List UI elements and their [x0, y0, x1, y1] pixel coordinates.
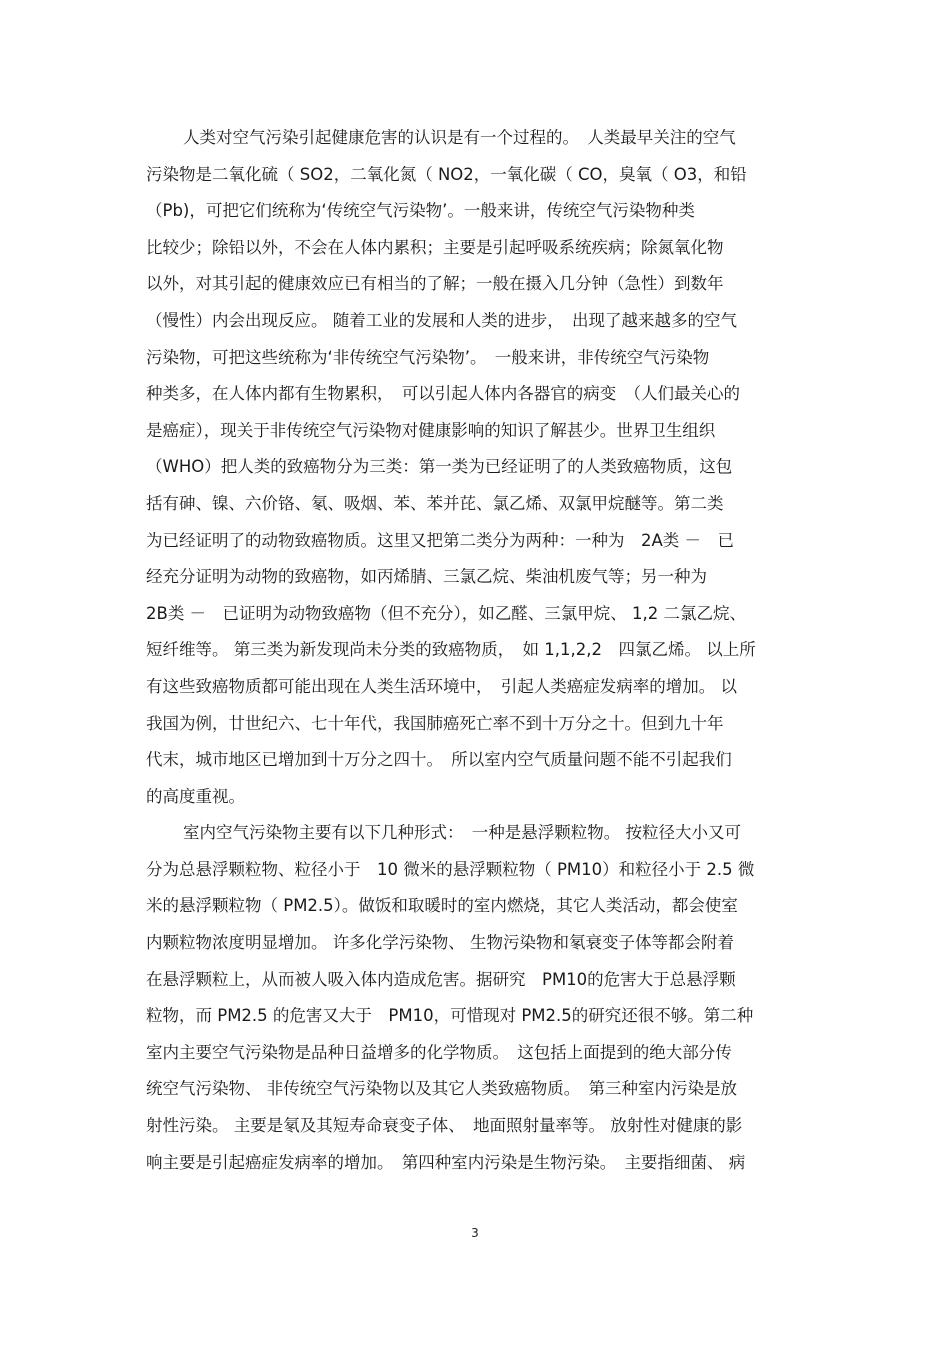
text-line: 我国为例，廿世纪六、七十年代，我国肺癌死亡率不到十万分之十。但到九十年 [146, 713, 724, 733]
text-line: （WHO）把人类的致癌物分为三类：第一类为已经证明了的人类致癌物质，这包 [146, 457, 733, 477]
text-line: （慢性）内会出现反应。 随着工业的发展和人类的进步， 出现了越来越多的空气 [146, 310, 737, 330]
text-line: 污染物，可把这些统称为‘非传统空气污染物’。 一般来讲，非传统空气污染物 [146, 347, 710, 367]
text-line: 响主要是引起癌症发病率的增加。 第四种室内污染是生物污染。 主要指细菌、 病 [146, 1152, 746, 1172]
text-line: 经充分证明为动物的致癌物，如丙烯腈、三氯乙烷、柴油机废气等；另一种为 [146, 567, 707, 587]
text-line: 短纤维等。 第三类为新发现尚未分类的致癌物质， 如 1,1,2,2 四氯乙烯。 以上所 [146, 640, 756, 660]
text-line: 是癌症），现关于非传统空气污染物对健康影响的知识了解甚少。世界卫生组织 [146, 420, 716, 440]
text-line: 射性污染。 主要是氡及其短寿命衰变子体、 地面照射量率等。 放射性对健康的影 [146, 1116, 743, 1136]
text-line: 统空气污染物、 非传统空气污染物以及其它人类致癌物质。 第三种室内污染是放 [146, 1079, 737, 1099]
paragraph-2 [146, 815, 816, 1181]
text-line: 的高度重视。 [146, 786, 245, 806]
text-line: 人类对空气污染引起健康危害的认识是有一个过程的。 人类最早关注的空气 [183, 128, 736, 147]
text-line: 代末，城市地区已增加到十万分之四十。 所以室内空气质量问题不能不引起我们 [146, 750, 732, 770]
text-line: 有这些致癌物质都可能出现在人类生活环境中， 引起人类癌症发病率的增加。 以 [146, 676, 737, 696]
paragraph-1 [146, 120, 816, 815]
text-line: （Pb)，可把它们统称为‘传统空气污染物’。一般来讲，传统空气污染物种类 [146, 201, 695, 221]
text-line: 粒物，而 PM2.5 的危害又大于 PM10，可惜现对 PM2.5的研究还很不够。第二种 [146, 1006, 754, 1026]
body-text [146, 120, 816, 1181]
text-line: 在悬浮颗粒上，从而被人吸入体内造成危害。据研究 PM10的危害大于总悬浮颗 [146, 969, 736, 989]
text-line: 米的悬浮颗粒物（ PM2.5）。做饭和取暖时的室内燃烧，其它人类活动，都会使室 [146, 896, 738, 916]
text-line: 2B类 － 已证明为动物致癌物（但不充分），如乙醛、三氯甲烷、 1,2 二氯乙烷、 [146, 603, 747, 623]
text-line: 室内空气污染物主要有以下几种形式： 一种是悬浮颗粒物。 按粒径大小又可 [183, 823, 741, 843]
text-line: 室内主要空气污染物是品种日益增多的化学物质。 这包括上面提到的绝大部分传 [146, 1042, 732, 1062]
page-number: 3 [471, 1226, 479, 1240]
text-line: 比较少；除铅以外，不会在人体内累积；主要是引起呼吸系统疾病；除氮氧化物 [146, 237, 724, 257]
text-line: 污染物是二氧化硫（ SO2，二氧化氮（ NO2，一氧化碳（ CO，臭氧（ O3，和铅 [146, 164, 747, 184]
text-line: 种类多，在人体内都有生物累积， 可以引起人体内各器官的病变 （人们最关心的 [146, 384, 740, 404]
text-line: 以外，对其引起的健康效应已有相当的了解；一般在摄入几分钟（急性）到数年 [146, 274, 724, 294]
text-line: 为已经证明了的动物致癌物质。这里又把第二类分为两种：一种为 2A类 － 已 [146, 530, 735, 550]
text-line: 分为总悬浮颗粒物、粒径小于 10 微米的悬浮颗粒物（ PM10）和粒径小于 2.5 微 [146, 859, 755, 879]
text-line: 内颗粒物浓度明显增加。 许多化学污染物、 生物污染物和氡衰变子体等都会附着 [146, 933, 734, 953]
text-line: 括有砷、镍、六价铬、氡、吸烟、苯、苯并芘、氯乙烯、双氯甲烷醚等。第二类 [146, 493, 724, 513]
